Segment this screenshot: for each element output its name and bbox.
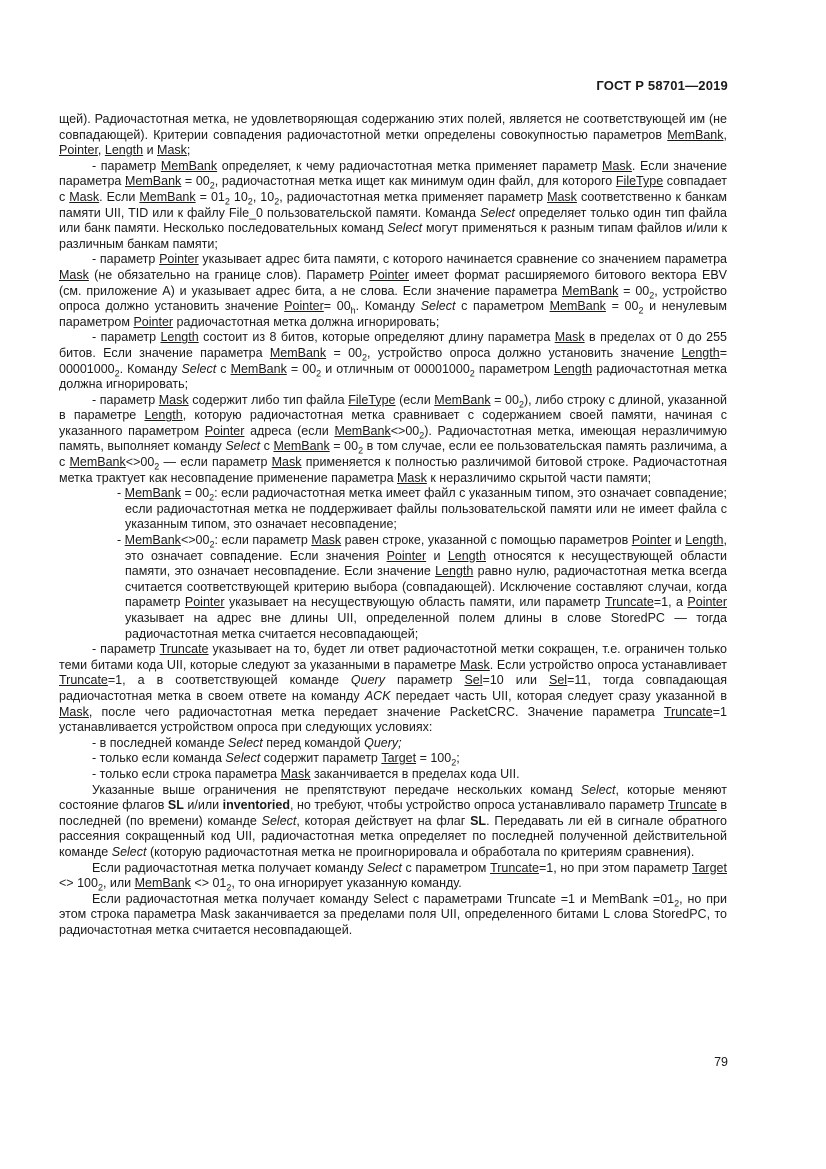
paragraph: - параметр MemBank определяет, к чему радиочастотная метка применяет параметр Mask. Если значение параметра MemBank = $00_2$, радиочастотная метка ищет как минимум один файл, для которого FileType совпадает с Mask. Если MemBank = $01_2$ $10_2$, $10_2$, радиочастотная метка применяет параметр Mask соответственно к банкам памяти UII, TID или к файлу File_0 пользовательской памяти. Команда Select определяет только один тип файла или банк памяти. Несколько последовательных команд Select могут применяться к разным типам файлов и/или к различным банкам памяти;: [59, 158, 728, 251]
paragraph: - только если команда Select содержит параметр Target = $100_2$;: [92, 751, 460, 768]
paragraph: - в последней команде Select перед командой Query;: [92, 735, 402, 750]
paragraph: - параметр Mask содержит либо тип файла FileType (если MemBank = $00_2$), либо строку с длиной, указанной в параметре Length, которую радиочастотная метка сравнивает с содержанием своей памяти, начиная с указанного параметром Pointer адреса (если $MemBank<>00_2$). Радиочастотная метка, имеющая неразличимую память, выполняет команду Select с MemBank = $00_2$ в том случае, если ее пользовательская память различима, а с $MemBank<>00_2$ — если параметр Mask применяется к полностью различимой битовой строке. Радиочастотная метка трактует как несовпадение применение параметра Mask к неразличимо скрытой части памяти;: [59, 392, 728, 485]
paragraph: - только если строка параметра Mask заканчивается в пределах кода UII.: [92, 766, 520, 781]
document-header: ГОСТ Р 58701—2019: [596, 78, 728, 93]
page-number: 79: [714, 1055, 728, 1069]
paragraph: щей). Радиочастотная метка, не удовлетворяющая содержанию этих полей, является не соответствующей им (не совпадающей). Критерии совпадения радиочастотной метки определены совокупностью параметров MemBank, Pointer, Length и Mask;: [59, 112, 727, 158]
document-body: [59, 112, 727, 938]
paragraph: - параметр Truncate указывает на то, будет ли ответ радиочастотной метки сокращен, т.е. ограничен только теми битами кода UII, которые следуют за указанными в параметре Mask. Если устройство опроса устанавливает Truncate=1, а в соответствующей команде Query параметр Sel=10 или Sel=11, тогда совпадающая радиочастотная метка в своем ответе на команду ACK передает часть UII, которая следует сразу указанной в Mask, после чего радиочастотная метка передает значение PacketCRC. Значение параметра Truncate=1 устанавливается устройством опроса при следующих условиях:: [59, 642, 727, 735]
paragraph: - $MemBank<>00_2$: если параметр Mask равен строке, указанной с помощью параметров Pointer и Length, это означает совпадение. Если значения Pointer и Length относятся к несуществующей области памяти, это означает несовпадение. Если значение Length равно нулю, радиочастотная метка всегда считается соответствующей критерию выбора (совпадающей). Исключение составляют случаи, когда параметр Pointer указывает на несуществующую область памяти, или параметр Truncate=1, а Pointer указывает на адрес вне длины UII, определенной полем длины в слове StoredPC — тогда радиочастотная метка считается несовпадающей;: [117, 533, 728, 641]
paragraph: - параметр Pointer указывает адрес бита памяти, с которого начинается сравнение со значением параметра Mask (не обязательно на границе слов). Параметр Pointer имеет формат расширяемого битового вектора EBV (см. приложение А) и указывает адрес бита, а не слова. Если значение параметра MemBank = $00_2$, устройство опроса должно установить значение Pointer= $00_h$. Команду Select с параметром MemBank = $00_2$ и ненулевым параметром Pointer радиочастотная метка должна игнорировать;: [59, 252, 728, 329]
paragraph: Если радиочастотная метка получает команду Select с параметрами Truncate =1 и MemBank $=01_2$, но при этом строка параметра Mask заканчивается за пределами поля UII, определенного битами L слова StoredPC, то радиочастотная метка считается несовпадающей.: [59, 891, 727, 937]
paragraph: - MemBank = $00_2$: если радиочастотная метка имеет файл с указанным типом, это означает совпадение; если радиочастотная метка не поддерживает файлы пользовательской памяти или не имеет файла с указанным типом, это означает несовпадение;: [117, 486, 727, 532]
paragraph: - параметр Length состоит из 8 битов, которые определяют длину параметра Mask в пределах от 0 до 255 битов. Если значение параметра MemBank = $00_2$, устройство опроса должно установить значение Length= $00001000_2$. Команду Select с MemBank = $00_2$ и отличным от $00001000_2$ параметром Length радиочастотная метка должна игнорировать;: [59, 330, 727, 392]
paragraph: Если радиочастотная метка получает команду Select с параметром Truncate=1, но при этом параметр Target <> $100_2$, или MemBank <> $01_2$, то она игнорирует указанную команду.: [59, 860, 727, 893]
paragraph: Указанные выше ограничения не препятствуют передаче нескольких команд Select, которые меняют состояние флагов SL и/или inventoried, но требуют, чтобы устройство опроса устанавливало параметр Truncate в последней (по времени) команде Select, которая действует на флаг SL. Передавать ли ей в сигнале обратного рассеяния сокращенный код UII, радиочастотная метка определяет по последней полученной действительной команде Select (которую радиочастотная метка не проигнорировала и обработала по критериям сравнения).: [59, 782, 727, 859]
